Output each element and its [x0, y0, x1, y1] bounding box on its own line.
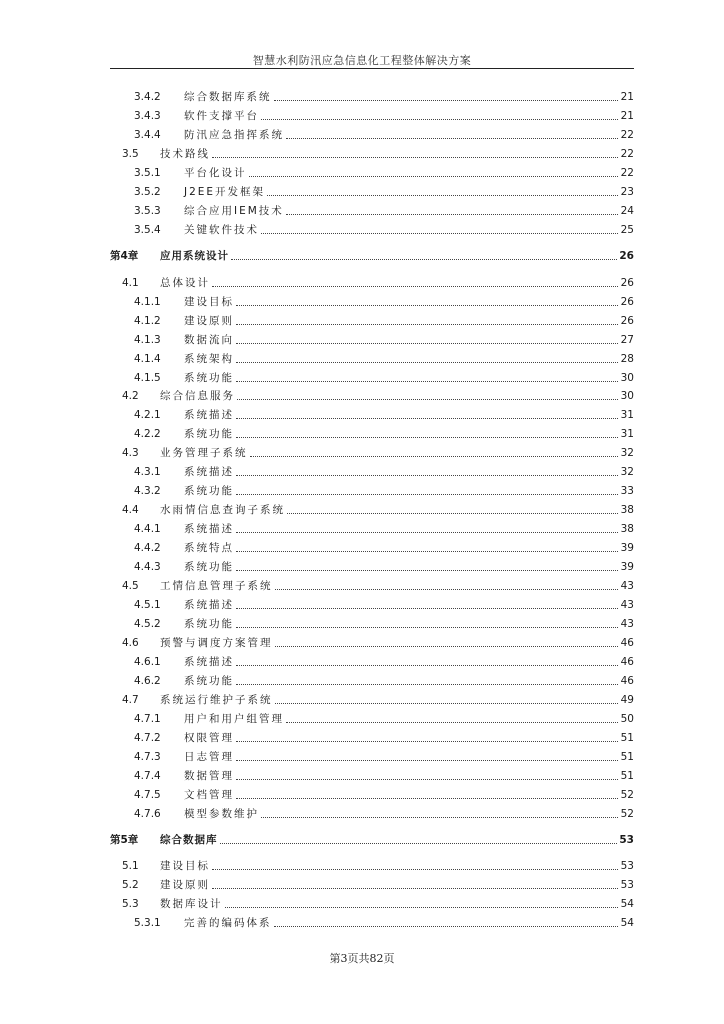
toc-entry-number: 4.2.2 — [134, 428, 161, 440]
toc-entry[interactable] — [110, 896, 634, 912]
toc-entry[interactable] — [110, 540, 634, 556]
toc-entry-page: 53 — [620, 879, 634, 891]
toc-entry-number: 4.3 — [122, 447, 139, 459]
toc-entry-page: 53 — [620, 860, 634, 872]
toc-entry-title: 防汛应急指挥系统 — [184, 129, 284, 141]
toc-dot-leader — [236, 417, 618, 419]
toc-entry-title: 工情信息管理子系统 — [160, 580, 273, 592]
toc-entry-title: 系统架构 — [184, 353, 234, 365]
toc-entry-title: 系统描述 — [184, 656, 234, 668]
toc-entry-title: 综合数据库系统 — [184, 91, 272, 103]
toc-entry-title: 业务管理子系统 — [160, 447, 248, 459]
toc-entry-title: 系统运行维护子系统 — [160, 694, 273, 706]
toc-dot-leader — [236, 342, 618, 344]
toc-entry-page: 22 — [620, 129, 634, 141]
toc-entry[interactable] — [110, 578, 634, 594]
toc-dot-leader — [237, 398, 618, 400]
toc-entry[interactable] — [110, 426, 634, 442]
toc-dot-leader — [249, 175, 619, 177]
toc-dot-leader — [212, 868, 618, 870]
toc-entry-number: 4.1.5 — [134, 372, 161, 384]
toc-entry-number: 4.4.2 — [134, 542, 161, 554]
toc-entry-page: 30 — [620, 372, 634, 384]
toc-entry-number: 4.7.4 — [134, 770, 161, 782]
toc-entry-number: 4.1.1 — [134, 296, 161, 308]
toc-entry-page: 21 — [620, 110, 634, 122]
toc-dot-leader — [236, 569, 618, 571]
toc-dot-leader — [236, 797, 618, 799]
toc-entry-title: 系统功能 — [184, 485, 234, 497]
toc-dot-leader — [236, 626, 618, 628]
toc-entry-page: 51 — [620, 732, 634, 744]
toc-entry-number: 4.6.1 — [134, 656, 161, 668]
toc-dot-leader — [212, 156, 618, 158]
toc-entry-page: 31 — [620, 428, 634, 440]
toc-entry[interactable] — [110, 407, 634, 423]
toc-entry-page: 31 — [620, 409, 634, 421]
toc-entry-title: 数据流向 — [184, 334, 234, 346]
toc-entry-page: 22 — [620, 148, 634, 160]
toc-entry[interactable] — [110, 502, 634, 518]
toc-entry-title: 系统描述 — [184, 466, 234, 478]
toc-dot-leader — [236, 683, 618, 685]
toc-entry[interactable] — [110, 203, 634, 219]
toc-entry-number: 3.5.1 — [134, 167, 161, 179]
toc-entry-number: 3.4.4 — [134, 129, 161, 141]
toc-entry[interactable] — [110, 388, 634, 404]
toc-entry-page: 51 — [620, 751, 634, 763]
toc-entry-number: 4.7.1 — [134, 713, 161, 725]
toc-entry-page: 32 — [620, 466, 634, 478]
toc-entry[interactable] — [110, 749, 634, 765]
toc-entry-number: 4.6.2 — [134, 675, 161, 687]
toc-dot-leader — [287, 512, 618, 514]
toc-entry[interactable] — [110, 768, 634, 784]
toc-entry-number: 4.4.3 — [134, 561, 161, 573]
toc-entry-title: 关键软件技术 — [184, 224, 259, 236]
toc-entry-number: 4.7.5 — [134, 789, 161, 801]
toc-entry-title: 技术路线 — [160, 148, 210, 160]
toc-entry-title: 综合信息服务 — [160, 390, 235, 402]
toc-entry-number: 4.7.6 — [134, 808, 161, 820]
toc-entry-title: 总体设计 — [160, 277, 210, 289]
toc-entry[interactable] — [110, 165, 634, 181]
toc-entry[interactable] — [110, 184, 634, 200]
toc-entry[interactable] — [110, 597, 634, 613]
toc-entry[interactable] — [110, 832, 634, 848]
toc-dot-leader — [286, 213, 618, 215]
toc-entry-page: 52 — [620, 789, 634, 801]
toc-entry[interactable] — [110, 222, 634, 238]
toc-entry-title: 系统功能 — [184, 618, 234, 630]
toc-dot-leader — [236, 550, 618, 552]
toc-entry-page: 25 — [620, 224, 634, 236]
toc-entry-title: 综合数据库 — [160, 834, 218, 846]
toc-dot-leader — [236, 323, 618, 325]
toc-entry-page: 23 — [620, 186, 634, 198]
toc-entry-page: 51 — [620, 770, 634, 782]
toc-entry-title: 日志管理 — [184, 751, 234, 763]
toc-entry-number: 3.5.2 — [134, 186, 161, 198]
toc-dot-leader — [236, 778, 618, 780]
toc-entry-number: 4.7.2 — [134, 732, 161, 744]
toc-entry-page: 22 — [620, 167, 634, 179]
toc-dot-leader — [236, 759, 618, 761]
toc-dot-leader — [236, 361, 618, 363]
toc-entry-page: 26 — [620, 315, 634, 327]
toc-entry-page: 43 — [620, 599, 634, 611]
toc-dot-leader — [261, 118, 618, 120]
toc-entry-page: 43 — [620, 618, 634, 630]
toc-entry-page: 50 — [620, 713, 634, 725]
toc-entry-page: 38 — [620, 504, 634, 516]
toc-entry-page: 26 — [620, 296, 634, 308]
toc-entry-number: 4.5 — [122, 580, 139, 592]
toc-entry-title: 平台化设计 — [184, 167, 247, 179]
toc-dot-leader — [236, 304, 618, 306]
toc-entry[interactable] — [110, 313, 634, 329]
toc-dot-leader — [261, 816, 618, 818]
toc-entry[interactable] — [110, 332, 634, 348]
toc-entry-title: 建设目标 — [184, 296, 234, 308]
toc-entry-page: 39 — [620, 561, 634, 573]
toc-entry-page: 33 — [620, 485, 634, 497]
toc-entry-page: 52 — [620, 808, 634, 820]
toc-entry-number: 4.3.1 — [134, 466, 161, 478]
toc-entry-number: 5.3 — [122, 898, 139, 910]
toc-dot-leader — [220, 842, 618, 844]
toc-entry-number: 第4章 — [110, 250, 139, 262]
toc-entry-number: 4.4.1 — [134, 523, 161, 535]
toc-dot-leader — [236, 531, 618, 533]
toc-entry[interactable] — [110, 294, 634, 310]
toc-entry-title: 数据管理 — [184, 770, 234, 782]
toc-dot-leader — [286, 137, 618, 139]
toc-dot-leader — [250, 455, 619, 457]
toc-entry-number: 3.5.3 — [134, 205, 161, 217]
toc-entry-title: 系统描述 — [184, 599, 234, 611]
toc-dot-leader — [275, 588, 619, 590]
toc-entry-number: 4.7 — [122, 694, 139, 706]
toc-entry[interactable] — [110, 248, 634, 264]
toc-entry-number: 4.7.3 — [134, 751, 161, 763]
toc-entry-title: J2EE开发框架 — [184, 186, 266, 198]
toc-dot-leader — [261, 232, 618, 234]
toc-entry-title: 建设目标 — [160, 860, 210, 872]
toc-dot-leader — [212, 285, 618, 287]
toc-entry-title: 模型参数维护 — [184, 808, 259, 820]
toc-entry[interactable] — [110, 483, 634, 499]
toc-dot-leader — [274, 99, 619, 101]
toc-entry-page: 49 — [620, 694, 634, 706]
toc-entry-number: 3.4.2 — [134, 91, 161, 103]
toc-entry-page: 28 — [620, 353, 634, 365]
toc-entry[interactable] — [110, 635, 634, 651]
toc-entry-number: 4.5.2 — [134, 618, 161, 630]
toc-entry[interactable] — [110, 275, 634, 291]
toc-entry-title: 预警与调度方案管理 — [160, 637, 273, 649]
toc-entry-title: 系统功能 — [184, 428, 234, 440]
toc-entry-page: 26 — [620, 277, 634, 289]
toc-dot-leader — [225, 906, 619, 908]
toc-entry-number: 4.2 — [122, 390, 139, 402]
toc-entry-title: 权限管理 — [184, 732, 234, 744]
toc-entry[interactable] — [110, 654, 634, 670]
toc-dot-leader — [236, 664, 618, 666]
toc-entry[interactable] — [110, 445, 634, 461]
toc-dot-leader — [236, 740, 618, 742]
toc-entry-title: 用户和用户组管理 — [184, 713, 284, 725]
toc-entry-title: 完善的编码体系 — [184, 917, 272, 929]
toc-entry-number: 5.2 — [122, 879, 139, 891]
toc-entry-title: 建设原则 — [160, 879, 210, 891]
toc-dot-leader — [231, 258, 617, 260]
toc-entry-title: 系统功能 — [184, 675, 234, 687]
toc-entry[interactable] — [110, 692, 634, 708]
toc-entry-number: 4.1.3 — [134, 334, 161, 346]
toc-entry[interactable] — [110, 108, 634, 124]
toc-entry-page: 32 — [620, 447, 634, 459]
toc-entry-title: 综合应用IEM技术 — [184, 205, 284, 217]
toc-entry[interactable] — [110, 351, 634, 367]
toc-entry-page: 39 — [620, 542, 634, 554]
toc-entry-page: 26 — [619, 250, 634, 262]
toc-entry-number: 3.4.3 — [134, 110, 161, 122]
toc-entry[interactable] — [110, 89, 634, 105]
toc-dot-leader — [236, 493, 618, 495]
toc-entry[interactable] — [110, 673, 634, 689]
toc-entry-page: 27 — [620, 334, 634, 346]
toc-entry-title: 系统功能 — [184, 561, 234, 573]
toc-entry-number: 3.5 — [122, 148, 139, 160]
header-divider — [110, 68, 634, 69]
toc-entry-title: 软件支撑平台 — [184, 110, 259, 122]
toc-dot-leader — [236, 474, 618, 476]
toc-entry[interactable] — [110, 730, 634, 746]
toc-entry-title: 数据库设计 — [160, 898, 223, 910]
toc-entry[interactable] — [110, 464, 634, 480]
toc-entry-page: 30 — [620, 390, 634, 402]
toc-dot-leader — [275, 645, 619, 647]
toc-entry-number: 4.2.1 — [134, 409, 161, 421]
toc-entry-number: 4.4 — [122, 504, 139, 516]
toc-dot-leader — [274, 925, 619, 927]
toc-entry[interactable] — [110, 858, 634, 874]
toc-entry-page: 24 — [620, 205, 634, 217]
toc-entry-number: 5.1 — [122, 860, 139, 872]
toc-entry-title: 系统功能 — [184, 372, 234, 384]
toc-entry[interactable] — [110, 559, 634, 575]
toc-entry[interactable] — [110, 146, 634, 162]
toc-entry[interactable] — [110, 711, 634, 727]
toc-entry-title: 水雨情信息查询子系统 — [160, 504, 285, 516]
toc-entry-page: 38 — [620, 523, 634, 535]
toc-entry[interactable] — [110, 915, 634, 931]
toc-entry-page: 46 — [620, 656, 634, 668]
toc-entry[interactable] — [110, 521, 634, 537]
toc-dot-leader — [212, 887, 618, 889]
toc-dot-leader — [275, 702, 619, 704]
toc-entry-number: 4.1.4 — [134, 353, 161, 365]
toc-entry-page: 43 — [620, 580, 634, 592]
toc-dot-leader — [286, 721, 618, 723]
toc-entry[interactable] — [110, 370, 634, 386]
toc-entry-title: 系统特点 — [184, 542, 234, 554]
toc-entry-page: 54 — [620, 898, 634, 910]
toc-entry-number: 4.1.2 — [134, 315, 161, 327]
toc-entry-number: 4.3.2 — [134, 485, 161, 497]
toc-entry[interactable] — [110, 616, 634, 632]
toc-entry-title: 文档管理 — [184, 789, 234, 801]
page-number-footer: 第3页共82页 — [329, 952, 395, 965]
toc-entry-number: 第5章 — [110, 834, 139, 846]
page-header-title: 智慧水利防汛应急信息化工程整体解决方案 — [252, 54, 472, 67]
toc-entry-title: 系统描述 — [184, 523, 234, 535]
toc-entry-title: 应用系统设计 — [160, 250, 229, 262]
toc-entry-number: 4.6 — [122, 637, 139, 649]
toc-entry-number: 4.5.1 — [134, 599, 161, 611]
toc-entry[interactable] — [110, 127, 634, 143]
toc-entry[interactable] — [110, 877, 634, 893]
toc-entry-number: 4.1 — [122, 277, 139, 289]
toc-entry-page: 53 — [619, 834, 634, 846]
toc-entry-title: 建设原则 — [184, 315, 234, 327]
toc-dot-leader — [236, 607, 618, 609]
toc-entry-number: 5.3.1 — [134, 917, 161, 929]
toc-entry-number: 3.5.4 — [134, 224, 161, 236]
toc-dot-leader — [267, 194, 618, 196]
toc-entry-title: 系统描述 — [184, 409, 234, 421]
toc-dot-leader — [236, 380, 618, 382]
toc-entry[interactable] — [110, 806, 634, 822]
toc-dot-leader — [236, 436, 618, 438]
toc-entry[interactable] — [110, 787, 634, 803]
toc-entry-page: 54 — [620, 917, 634, 929]
toc-entry-page: 21 — [620, 91, 634, 103]
toc-entry-page: 46 — [620, 675, 634, 687]
toc-entry-page: 46 — [620, 637, 634, 649]
